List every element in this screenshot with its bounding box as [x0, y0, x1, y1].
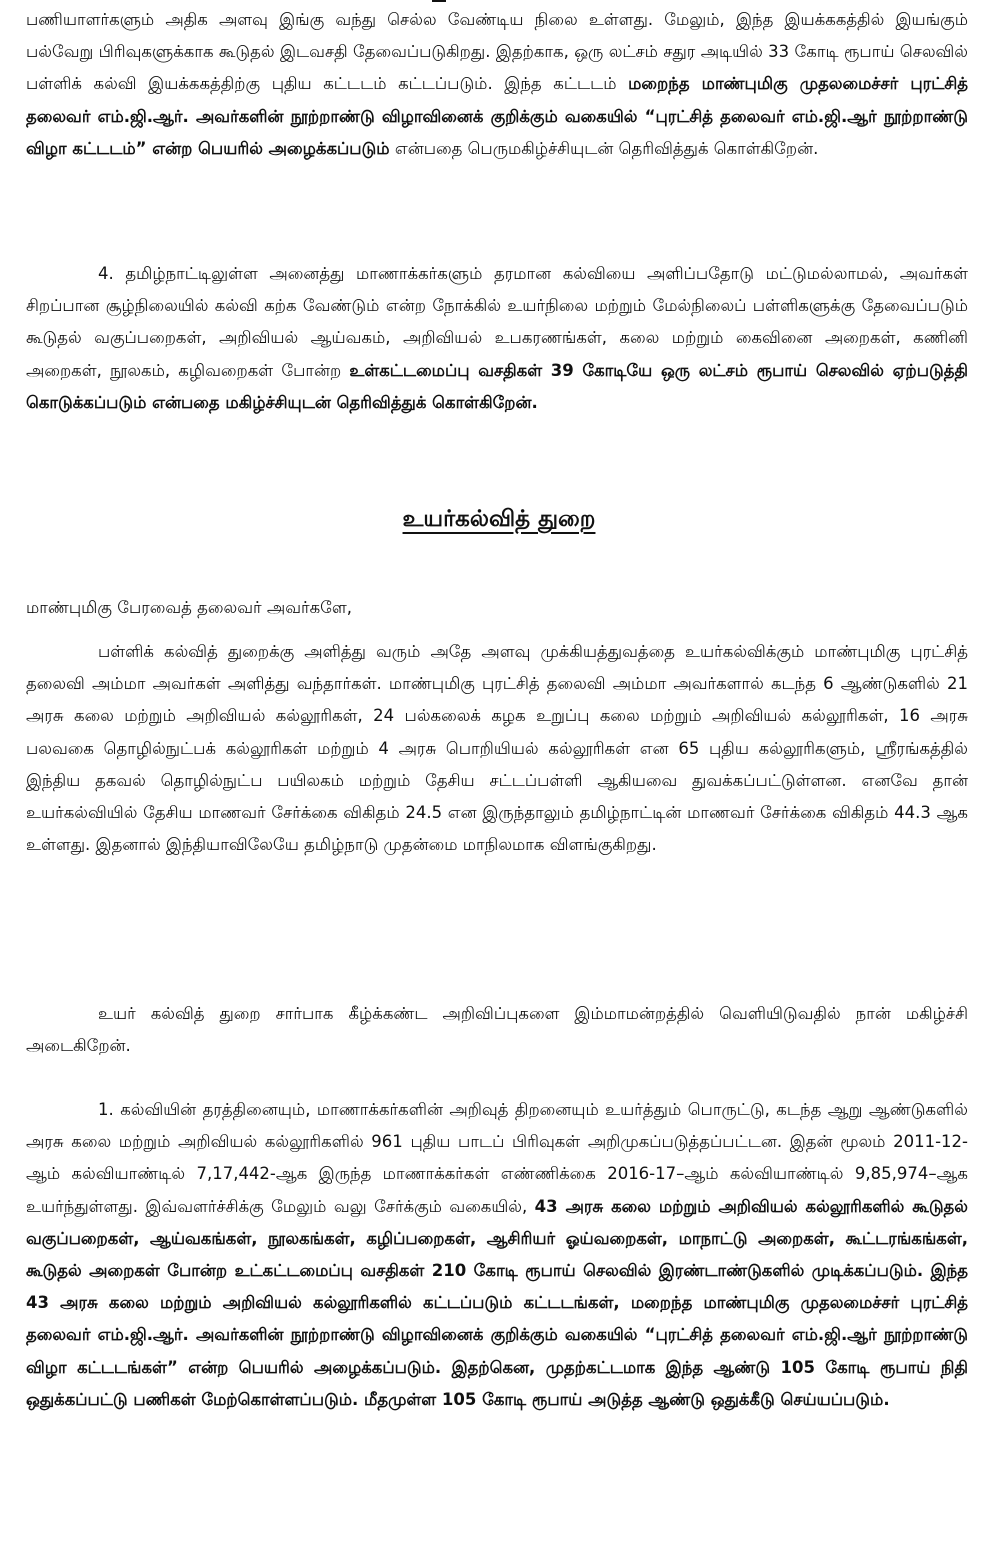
paragraph-bold-text: மறைந்த மாண்புமிகு முதலமைச்சர் புரட்சித் தலைவர் எம்.ஜி.ஆர். அவர்களின் நூற்றாண்டு விழாவினைக் குறிக்கும் வகையில் “புரட்சித் தலைவர் எம்.ஜி.ஆர் நூற்றாண்டு விழா கட்டடம்” என்ற பெயரில் அழைக்கப்படும்: [26, 74, 968, 158]
section-heading: உயர்கல்வித் துறை: [402, 506, 596, 532]
paragraph-text: பள்ளிக் கல்வித் துறைக்கு அளித்து வரும் அதே அளவு முக்கியத்துவத்தை உயர்கல்விக்கும் மாண்புமிகு புரட்சித் தலைவி அம்மா அவர்கள் அளித்து வந்தார்கள். மாண்புமிகு புரட்சித் தலைவி அம்மா அவர்களால் கடந்த 6 ஆண்டுகளில் 21 அரசு கலை மற்றும் அறிவியல் கல்லூரிகள், 24 பல்கலைக் கழக உறுப்பு கலை மற்றும் அறிவியல் கல்லூரிகள், 16 அரசு பலவகை தொழில்நுட்பக் கல்லூரிகள் மற்றும் 4 அரசு பொறியியல் கல்லூரிகள் என 65 புதிய கல்லூரிகளும், ஸ்ரீரங்கத்தில் இந்திய தகவல் தொழில்நுட்ப பயிலகம் மற்றும் தேசிய சட்டப்பள்ளி ஆகியவை துவக்கப்பட்டுள்ளன. எனவே தான் உயர்கல்வியில் தேசிய மாணவர் சேர்க்கை விகிதம் 24.5 என இருந்தாலும் தமிழ்நாட்டின் மாணவர் சேர்க்கை விகிதம் 44.3 ஆக உள்ளது. இதனால் இந்தியாவிலேயே தமிழ்நாடு முதன்மை மாநிலமாக விளங்குகிறது.: [26, 642, 968, 855]
paragraph-point-4: [26, 258, 968, 419]
paragraph-bold-text: உள்கட்டமைப்பு வசதிகள் 39 கோடியே ஒரு லட்சம் ரூபாய் செலவில் ஏற்படுத்தி கொடுக்கப்படும் என்பதை மகிழ்ச்சியுடன் தெரிவித்துக் கொள்கிறேன்.: [26, 360, 968, 412]
paragraph-point-1: [26, 1094, 968, 1416]
paragraph-text: தமிழ்நாட்டிலுள்ள அனைத்து மாணாக்கர்களும் தரமான கல்வியை அளிப்பதோடு மட்டுமல்லாமல், அவர்கள் சிறப்பான சூழ்நிலையில் கல்வி கற்க வேண்டும் என்ற நோக்கில் உயர்நிலை மற்றும் மேல்நிலைப் பள்ளிகளுக்கு தேவைப்படும் கூடுதல் வகுப்பறைகள், அறிவியல் ஆய்வகம், அறிவியல் உபகரணங்கள், கலை மற்றும் கைவினை அறைகள், கணினி அறைகள், நூலகம், கழிவறைகள் போன்ற: [26, 264, 968, 380]
point-number: 1.: [98, 1100, 114, 1119]
paragraph-building-announcement: [26, 4, 968, 165]
paragraph-text: உயர் கல்வித் துறை சார்பாக கீழ்க்கண்ட அறிவிப்புகளை இம்மாமன்றத்தில் வெளியிடுவதில் நான் மகிழ்ச்சி அடைகிறேன்.: [26, 1004, 968, 1056]
paragraph-higher-education-intro: [26, 636, 968, 861]
cut-off-glyph-mark: [432, 0, 446, 2]
salutation: மாண்புமிகு பேரவைத் தலைவர் அவர்களே,: [26, 598, 353, 617]
paragraph-bold-text: 43 அரசு கலை மற்றும் அறிவியல் கல்லூரிகளில் கூடுதல் வகுப்பறைகள், ஆய்வகங்கள், நூலகங்கள், கழிப்பறைகள், ஆசிரியர் ஓய்வறைகள், மாநாட்டு அறைகள், கூட்டரங்கங்கள், கூடுதல் அறைகள் போன்ற உட்கட்டமைப்பு வசதிகள் 210 கோடி ரூபாய் செலவில் இரண்டாண்டுகளில் முடிக்கப்படும். இந்த 43 அரசு கலை மற்றும் அறிவியல் கல்லூரிகளில் கட்டப்படும் கட்டடங்கள், மறைந்த மாண்புமிகு முதலமைச்சர் புரட்சித் தலைவர் எம்.ஜி.ஆர். அவர்களின் நூற்றாண்டு விழாவினைக் குறிக்கும் வகையில் “புரட்சித் தலைவர் எம்.ஜி.ஆர் நூற்றாண்டு விழா கட்டடங்கள்” என்ற பெயரில் அழைக்கப்படும். இதற்கென, முதற்கட்டமாக இந்த ஆண்டு 105 கோடி ரூபாய் நிதி ஒதுக்கப்பட்டு பணிகள் மேற்கொள்ளப்படும். மீதமுள்ள 105 கோடி ரூபாய் அடுத்த ஆண்டு ஒதுக்கீடு செய்யப்படும்.: [26, 1196, 968, 1409]
paragraph-text: பணியாளர்களும் அதிக அளவு இங்கு வந்து செல்ல வேண்டிய நிலை உள்ளது. மேலும், இந்த இயக்ககத்தில் இயங்கும் பல்வேறு பிரிவுகளுக்காக கூடுதல் இடவசதி தேவைப்படுகிறது. இதற்காக, ஒரு லட்சம் சதுர அடியில் 33 கோடி ரூபாய் செலவில் பள்ளிக் கல்வி இயக்ககத்திற்கு புதிய கட்டடம் கட்டப்படும். இந்த கட்டடம்: [26, 10, 968, 94]
paragraph-announcement-lead: [26, 998, 968, 1062]
point-number: 4.: [98, 264, 114, 283]
paragraph-text: கல்வியின் தரத்தினையும், மாணாக்கர்களின் அறிவுத் திறனையும் உயர்த்தும் பொருட்டு, கடந்த ஆறு ஆண்டுகளில் அரசு கலை மற்றும் அறிவியல் கல்லூரிகளில் 961 புதிய பாடப் பிரிவுகள் அறிமுகப்படுத்தப்பட்டன. இதன் மூலம் 2011-12-ஆம் கல்வியாண்டில் 7,17,442-ஆக இருந்த மாணாக்கர்கள் எண்ணிக்கை 2016-17–ஆம் கல்வியாண்டில் 9,85,974–ஆக உயர்ந்துள்ளது. இவ்வளர்ச்சிக்கு மேலும் வலு சேர்க்கும் வகையில்,: [26, 1100, 968, 1216]
paragraph-text: என்பதை பெருமகிழ்ச்சியுடன் தெரிவித்துக் கொள்கிறேன்.: [389, 138, 819, 158]
